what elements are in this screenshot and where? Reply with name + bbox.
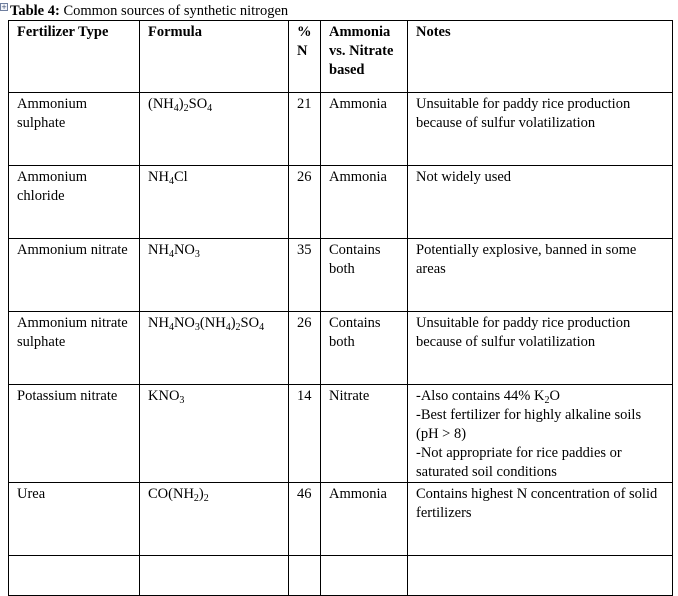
note-line: -Also contains 44% $K_2O$ (416, 388, 560, 406)
table-row (9, 166, 673, 239)
cell-basis: Contains both (321, 239, 408, 312)
cell-fertilizer-type: Ammonium nitrate (9, 239, 140, 312)
cell-notes: Unsuitable for paddy rice production because of sulfur volatilization (408, 312, 673, 385)
table-row-empty (9, 556, 673, 596)
cell-formula: $NH_4Cl$ (140, 166, 289, 239)
cell-notes: Contains highest N concentration of solid fertilizers (408, 483, 673, 556)
note-line: -Not appropriate for rice paddies or saturated soil conditions (416, 445, 622, 480)
cell-fertilizer-type: Urea (9, 483, 140, 556)
cell-notes (408, 385, 673, 483)
header-percent-n: % N (289, 21, 321, 93)
cell-notes: Unsuitable for paddy rice production because of sulfur volatilization (408, 93, 673, 166)
cell-basis: Ammonia (321, 483, 408, 556)
cell-formula: $CO(NH_2)_2$ (140, 483, 289, 556)
cell-basis: Contains both (321, 312, 408, 385)
table-move-handle[interactable]: + (1, 3, 7, 11)
cell-fertilizer-type: Ammonium chloride (9, 166, 140, 239)
cell-percent-n: 26 (289, 166, 321, 239)
cell-fertilizer-type: Ammonium nitrate sulphate (9, 312, 140, 385)
nitrogen-sources-table (8, 20, 673, 596)
cell-formula: $KNO_3$ (140, 385, 289, 483)
table-row (9, 312, 673, 385)
table-header-row (9, 21, 673, 93)
cell-fertilizer-type: Ammonium sulphate (9, 93, 140, 166)
table-row (9, 93, 673, 166)
cell-formula: $NH_4NO_3$ (140, 239, 289, 312)
cell-notes: Not widely used (408, 166, 673, 239)
cell-formula: $(NH_4)_2SO_4$ (140, 93, 289, 166)
table-row (9, 483, 673, 556)
table-caption (10, 2, 288, 20)
caption-label: Table 4: (10, 3, 60, 19)
caption-text: Common sources of synthetic nitrogen (59, 3, 289, 19)
cell-formula: $NH_4NO_3(NH_4)_2SO_4$ (140, 312, 289, 385)
cell-notes: Potentially explosive, banned in some areas (408, 239, 673, 312)
cell-percent-n: 21 (289, 93, 321, 166)
cell-percent-n: 35 (289, 239, 321, 312)
cell-fertilizer-type: Potassium nitrate (9, 385, 140, 483)
cell-percent-n: 14 (289, 385, 321, 483)
header-ammonia-vs-nitrate: Ammonia vs. Nitrate based (321, 21, 408, 93)
cell-basis: Ammonia (321, 93, 408, 166)
cell-percent-n: 46 (289, 483, 321, 556)
cell-basis: Ammonia (321, 166, 408, 239)
note-line: -Best fertilizer for highly alkaline soils (pH > 8) (416, 407, 642, 442)
cell-basis: Nitrate (321, 385, 408, 483)
header-formula: Formula (140, 21, 289, 93)
table-row (9, 239, 673, 312)
table-row (9, 385, 673, 483)
header-notes: Notes (408, 21, 673, 93)
cell-percent-n: 26 (289, 312, 321, 385)
header-fertilizer-type: Fertilizer Type (9, 21, 140, 93)
